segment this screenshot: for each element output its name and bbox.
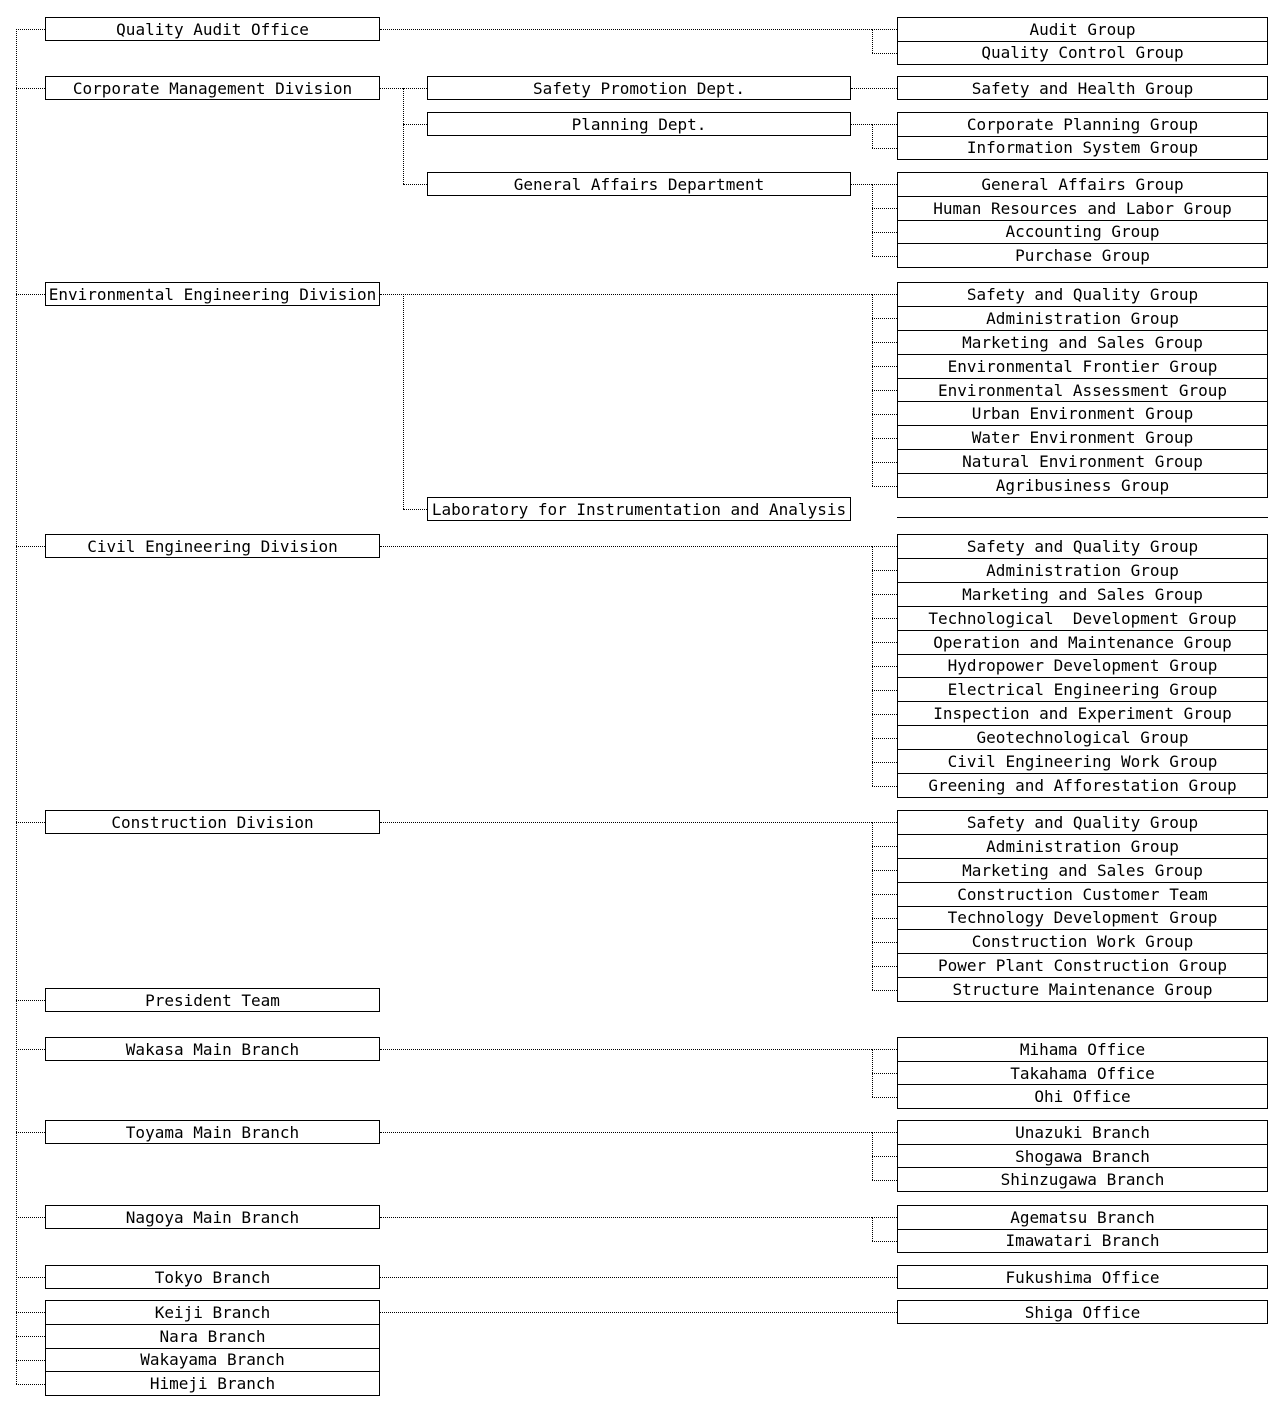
- trunk-stub: [16, 546, 45, 547]
- environmental-assessment-group-row: Environmental Assessment Group: [898, 378, 1267, 402]
- planning-dept--connector: [851, 124, 872, 125]
- geotechnological-group-row: Geotechnological Group: [898, 725, 1267, 749]
- keiji-branch-row: Keiji Branch: [154, 1302, 271, 1322]
- toyama-main-branch-group-stack: [897, 1120, 1268, 1192]
- general-affairs-department-connector-vertical: [872, 184, 873, 256]
- civil-engineering-division-connector-stub: [872, 546, 897, 547]
- wakasa-main-branch-group-stack: [897, 1037, 1268, 1109]
- hydropower-development-group-row: Hydropower Development Group: [898, 654, 1267, 678]
- construction-work-group-row: Construction Work Group: [898, 929, 1267, 953]
- construction-division-connector-stub: [872, 966, 897, 967]
- environmental-engineering-division-connector-stub: [872, 486, 897, 487]
- environmental-engineering-division-unnamed-unit-line: [897, 517, 1268, 518]
- takahama-office-row: Takahama Office: [898, 1061, 1267, 1085]
- civil-engineering-division-connector: [380, 546, 872, 547]
- laboratory-for-instrumentation-and-analysis-box: Laboratory for Instrumentation and Analysis: [427, 497, 851, 521]
- civil-engineering-division-connector-stub: [872, 594, 897, 595]
- civil-engineering-division-connector-stub: [872, 786, 897, 787]
- general-affairs-department-connector-stub: [872, 256, 897, 257]
- marketing-and-sales-group-row: Marketing and Sales Group: [898, 858, 1267, 882]
- construction-division-connector-vertical: [872, 822, 873, 990]
- construction-division-group-stack: [897, 810, 1268, 1002]
- trunk-stub: [16, 1336, 45, 1337]
- environmental-engineering-division-connector-stub: [872, 462, 897, 463]
- trunk-stub: [16, 1360, 45, 1361]
- civil-engineering-division-connector-stub: [872, 666, 897, 667]
- trunk-stub: [16, 294, 45, 295]
- marketing-and-sales-group-row: Marketing and Sales Group: [898, 330, 1267, 354]
- environmental-engineering-division-department-connector: [403, 294, 404, 509]
- civil-engineering-division-connector-stub: [872, 570, 897, 571]
- construction-division-connector-stub: [872, 918, 897, 919]
- planning-dept--stub: [403, 124, 427, 125]
- civil-engineering-division-connector-stub: [872, 762, 897, 763]
- inspection-and-experiment-group-row: Inspection and Experiment Group: [898, 701, 1267, 725]
- trunk-stub: [16, 29, 45, 30]
- toyama-main-branch-connector-stub: [872, 1180, 897, 1181]
- wakayama-branch-row: Wakayama Branch: [46, 1348, 379, 1372]
- wakasa-main-branch-connector: [380, 1049, 872, 1050]
- agematsu-branch-row: Agematsu Branch: [1010, 1207, 1155, 1227]
- nagoya-main-branch-connector: [380, 1217, 872, 1218]
- structure-maintenance-group-row: Structure Maintenance Group: [898, 977, 1267, 1001]
- wakasa-main-branch-connector-stub: [872, 1049, 897, 1050]
- shogawa-branch-row: Shogawa Branch: [898, 1144, 1267, 1168]
- urban-environment-group-row: Urban Environment Group: [898, 401, 1267, 425]
- civil-engineering-work-group-row: Civil Engineering Work Group: [898, 749, 1267, 773]
- president-team-box: President Team: [45, 988, 380, 1012]
- environmental-engineering-division-connector-stub: [872, 318, 897, 319]
- kansai-branch-stack-connector: [380, 1312, 897, 1313]
- environmental-frontier-group-row: Environmental Frontier Group: [898, 354, 1267, 378]
- planning-dept--connector-stub: [872, 148, 897, 149]
- general-affairs-department-box: General Affairs Department: [427, 172, 851, 196]
- planning-dept--connector-vertical: [872, 124, 873, 148]
- nagoya-main-branch-connector-vertical: [872, 1217, 873, 1241]
- environmental-engineering-division-connector-stub: [872, 366, 897, 367]
- construction-division-box: Construction Division: [45, 810, 380, 834]
- environmental-engineering-division-connector-stub: [872, 294, 897, 295]
- civil-engineering-division-connector-stub: [872, 690, 897, 691]
- environmental-engineering-division-box: Environmental Engineering Division: [45, 282, 380, 306]
- quality-control-group-row: Quality Control Group: [898, 41, 1267, 65]
- planning-dept--connector-stub: [872, 124, 897, 125]
- environmental-engineering-division-group-stack: [897, 282, 1268, 498]
- audit-group-row: Audit Group: [1029, 19, 1136, 39]
- trunk-stub: [16, 822, 45, 823]
- wakasa-main-branch-connector-stub: [872, 1097, 897, 1098]
- quality-audit-office-group-stack: [897, 17, 1268, 65]
- safety-promotion-dept--stub: [403, 88, 427, 89]
- general-affairs-department-connector-stub: [872, 232, 897, 233]
- nagoya-main-branch-connector-stub: [872, 1241, 897, 1242]
- general-affairs-group-row: General Affairs Group: [981, 174, 1184, 194]
- construction-division-connector-stub: [872, 822, 897, 823]
- safety-and-quality-group-row: Safety and Quality Group: [966, 284, 1199, 304]
- himeji-branch-row: Himeji Branch: [46, 1371, 379, 1395]
- fukushima-office-box: Fukushima Office: [897, 1265, 1268, 1289]
- wakasa-main-branch-connector-stub: [872, 1073, 897, 1074]
- trunk-stub: [16, 1217, 45, 1218]
- nara-branch-row: Nara Branch: [46, 1324, 379, 1348]
- nagoya-main-branch-box: Nagoya Main Branch: [45, 1205, 380, 1229]
- corporate-planning-group-row: Corporate Planning Group: [966, 114, 1199, 134]
- administration-group-row: Administration Group: [898, 834, 1267, 858]
- construction-division-connector-stub: [872, 846, 897, 847]
- civil-engineering-division-connector-stub: [872, 618, 897, 619]
- tokyo-branch-box: Tokyo Branch: [45, 1265, 380, 1289]
- quality-audit-office-connector-stub: [872, 53, 897, 54]
- civil-engineering-division-group-stack: [897, 534, 1268, 798]
- information-system-group-row: Information System Group: [898, 136, 1267, 160]
- administration-group-row: Administration Group: [898, 306, 1267, 330]
- trunk-stub: [16, 1312, 45, 1313]
- trunk-line: [16, 29, 17, 1384]
- civil-engineering-division-box: Civil Engineering Division: [45, 534, 380, 558]
- trunk-stub: [16, 1049, 45, 1050]
- toyama-main-branch-connector-stub: [872, 1132, 897, 1133]
- civil-engineering-division-connector-stub: [872, 738, 897, 739]
- purchase-group-row: Purchase Group: [898, 243, 1267, 267]
- kansai-branch-stack: [45, 1300, 380, 1396]
- civil-engineering-division-connector-stub: [872, 714, 897, 715]
- general-affairs-department-stub: [403, 184, 427, 185]
- nagoya-main-branch-group-stack: [897, 1205, 1268, 1253]
- greening-and-afforestation-group-row: Greening and Afforestation Group: [898, 773, 1267, 797]
- planning-dept--box: Planning Dept.: [427, 112, 851, 136]
- shinzugawa-branch-row: Shinzugawa Branch: [898, 1167, 1267, 1191]
- quality-audit-office-box: Quality Audit Office: [45, 17, 380, 41]
- construction-division-connector-stub: [872, 942, 897, 943]
- accounting-group-row: Accounting Group: [898, 220, 1267, 244]
- civil-engineering-division-connector-stub: [872, 642, 897, 643]
- natural-environment-group-row: Natural Environment Group: [898, 449, 1267, 473]
- ohi-office-row: Ohi Office: [898, 1084, 1267, 1108]
- quality-audit-office-connector: [380, 29, 872, 30]
- imawatari-branch-row: Imawatari Branch: [898, 1229, 1267, 1253]
- agribusiness-group-row: Agribusiness Group: [898, 473, 1267, 497]
- safety-and-quality-group-row: Safety and Quality Group: [966, 536, 1199, 556]
- planning-dept--group-stack: [897, 112, 1268, 160]
- construction-division-connector-stub: [872, 870, 897, 871]
- general-affairs-department-connector: [851, 184, 872, 185]
- general-affairs-department-connector-stub: [872, 208, 897, 209]
- general-affairs-department-group-stack: [897, 172, 1268, 268]
- environmental-engineering-division-connector-stub: [872, 342, 897, 343]
- shiga-office-box: Shiga Office: [897, 1300, 1268, 1324]
- administration-group-row: Administration Group: [898, 558, 1267, 582]
- corporate-management-division-box: Corporate Management Division: [45, 76, 380, 100]
- marketing-and-sales-group-row: Marketing and Sales Group: [898, 582, 1267, 606]
- safety-and-quality-group-row: Safety and Quality Group: [966, 812, 1199, 832]
- trunk-stub: [16, 1384, 45, 1385]
- mihama-office-row: Mihama Office: [1019, 1039, 1146, 1059]
- power-plant-construction-group-row: Power Plant Construction Group: [898, 953, 1267, 977]
- safety-promotion-dept--box: Safety Promotion Dept.: [427, 76, 851, 100]
- corporate-management-division-department-connector: [403, 88, 404, 184]
- laboratory-for-instrumentation-and-analysis-stub: [403, 509, 427, 510]
- trunk-stub: [16, 88, 45, 89]
- electrical-engineering-group-row: Electrical Engineering Group: [898, 677, 1267, 701]
- construction-division-connector-stub: [872, 990, 897, 991]
- environmental-engineering-division-connector-stub: [872, 414, 897, 415]
- quality-audit-office-connector-stub: [872, 29, 897, 30]
- environmental-engineering-division-connector-stub: [872, 438, 897, 439]
- general-affairs-department-connector-stub: [872, 184, 897, 185]
- toyama-main-branch-box: Toyama Main Branch: [45, 1120, 380, 1144]
- safety-promotion-dept--connector: [851, 88, 897, 89]
- nagoya-main-branch-connector-stub: [872, 1217, 897, 1218]
- environmental-engineering-division-connector-stub: [872, 390, 897, 391]
- wakasa-main-branch-box: Wakasa Main Branch: [45, 1037, 380, 1061]
- construction-division-connector-stub: [872, 894, 897, 895]
- water-environment-group-row: Water Environment Group: [898, 425, 1267, 449]
- quality-audit-office-connector-vertical: [872, 29, 873, 53]
- trunk-stub: [16, 1277, 45, 1278]
- construction-division-connector: [380, 822, 872, 823]
- toyama-main-branch-connector: [380, 1132, 872, 1133]
- trunk-stub: [16, 1132, 45, 1133]
- tokyo-branch-connector: [380, 1277, 897, 1278]
- unazuki-branch-row: Unazuki Branch: [1015, 1122, 1150, 1142]
- corporate-management-division-connector: [380, 88, 403, 89]
- construction-customer-team-row: Construction Customer Team: [898, 882, 1267, 906]
- safety-and-health-group-box: Safety and Health Group: [897, 76, 1268, 100]
- operation-and-maintenance-group-row: Operation and Maintenance Group: [898, 630, 1267, 654]
- environmental-engineering-division-connector: [380, 294, 872, 295]
- trunk-stub: [16, 1000, 45, 1001]
- technological-development-group-row: Technological Development Group: [898, 606, 1267, 630]
- toyama-main-branch-connector-stub: [872, 1156, 897, 1157]
- technology-development-group-row: Technology Development Group: [898, 906, 1267, 930]
- human-resources-and-labor-group-row: Human Resources and Labor Group: [898, 196, 1267, 220]
